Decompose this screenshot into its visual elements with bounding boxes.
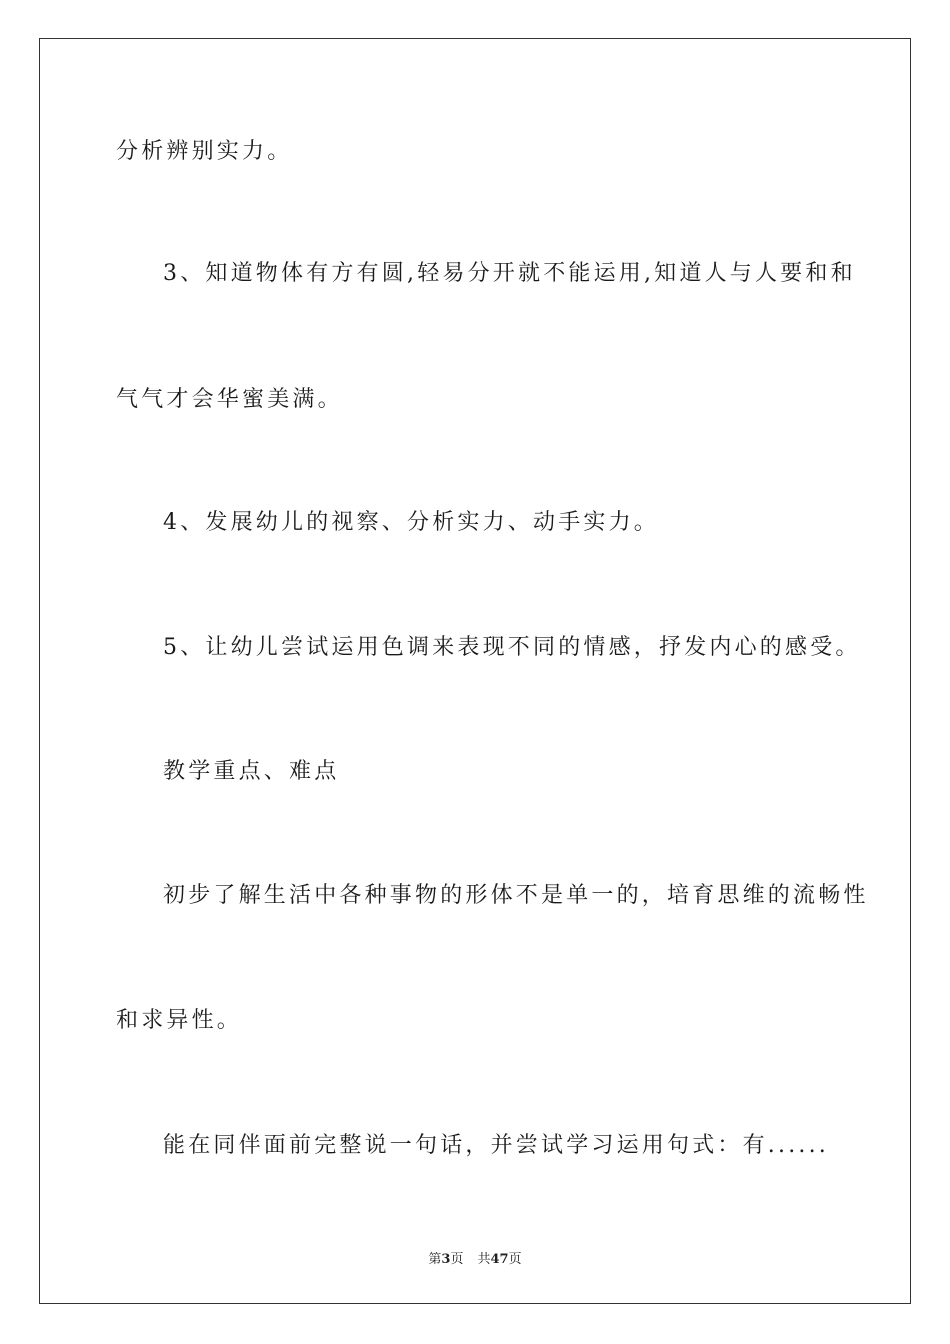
total-pages: 47	[490, 1252, 509, 1267]
page-prefix: 第	[428, 1252, 442, 1267]
text-line-7: 初步了解生活中各种事物的形体不是单一的，培育思维的流畅性	[163, 883, 869, 908]
page-number: 3	[441, 1252, 451, 1267]
page-frame	[39, 38, 911, 1304]
text-line-8: 和求异性。	[116, 1008, 243, 1033]
page-footer	[0, 1248, 950, 1267]
total-suffix: 页	[508, 1252, 522, 1267]
text-line-4: 4、发展幼儿的视察、分析实力、动手实力。	[163, 510, 659, 535]
text-line-9: 能在同伴面前完整说一句话，并尝试学习运用句式：有......	[163, 1133, 829, 1158]
text-line-3: 气气才会华蜜美满。	[116, 387, 343, 412]
text-line-2: 3、知道物体有方有圆,轻易分开就不能运用,知道人与人要和和	[163, 261, 856, 286]
section-heading: 教学重点、难点	[163, 759, 340, 784]
total-prefix: 共	[477, 1252, 491, 1267]
text-line-1: 分析辨别实力。	[116, 139, 293, 164]
text-line-5: 5、让幼儿尝试运用色调来表现不同的情感，抒发内心的感受。	[163, 635, 861, 660]
page-suffix: 页	[450, 1252, 464, 1267]
